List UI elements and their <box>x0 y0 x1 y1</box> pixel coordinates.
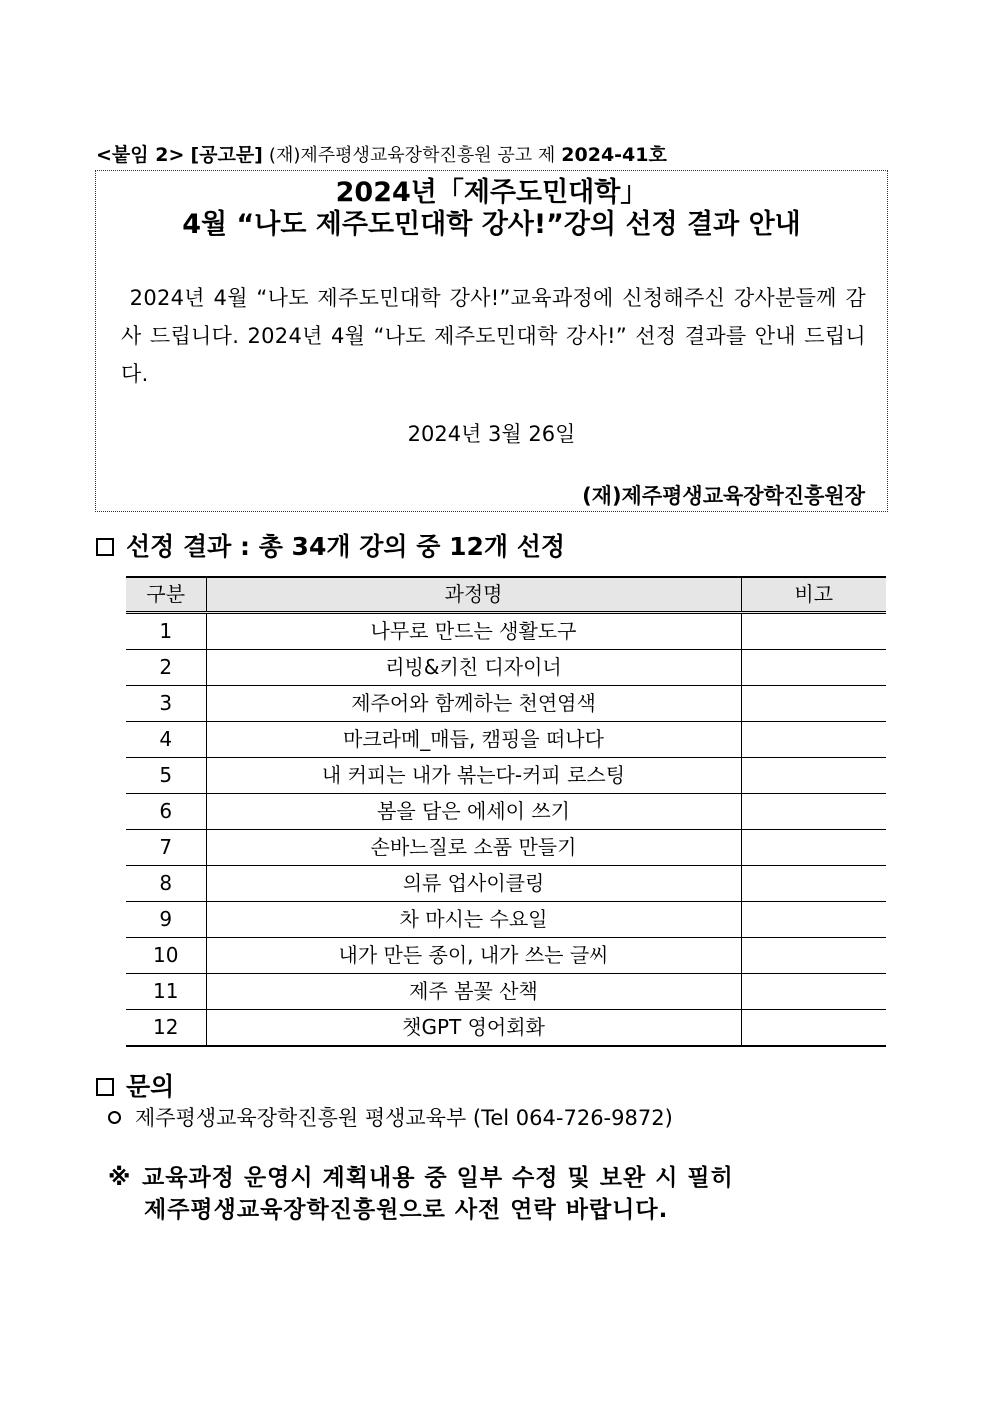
announcement-header <box>96 142 896 169</box>
cell-name: 마크라메_매듭, 캠핑을 떠나다 <box>206 722 741 758</box>
cell-name: 나무로 만드는 생활도구 <box>206 613 741 650</box>
cell-no: 6 <box>126 794 206 830</box>
cell-name: 챗GPT 영어회화 <box>206 1010 741 1047</box>
cell-no: 4 <box>126 722 206 758</box>
circle-bullet-icon <box>108 1111 121 1124</box>
cell-note <box>741 650 886 686</box>
contact-info: 제주평생교육장학진흥원 평생교육부 (Tel 064-726-9872) <box>108 1102 673 1134</box>
cell-name: 봄을 담은 에세이 쓰기 <box>206 794 741 830</box>
cell-no: 10 <box>126 938 206 974</box>
table-row <box>126 686 886 722</box>
column-header-no: 구분 <box>126 577 206 613</box>
cell-no: 9 <box>126 902 206 938</box>
square-bullet-icon <box>96 1078 114 1096</box>
table-row <box>126 830 886 866</box>
footer-note <box>108 1162 734 1226</box>
attachment-label: <붙임 2> <box>96 144 185 166</box>
table-row <box>126 902 886 938</box>
cell-name: 내가 만든 종이, 내가 쓰는 글씨 <box>206 938 741 974</box>
table-row <box>126 1010 886 1047</box>
cell-no: 7 <box>126 830 206 866</box>
cell-note <box>741 794 886 830</box>
cell-name: 의류 업사이클링 <box>206 866 741 902</box>
footer-note-line2: 제주평생교육장학진흥원으로 사전 연락 바랍니다. <box>144 1197 669 1223</box>
cell-name: 리빙&키친 디자이너 <box>206 650 741 686</box>
square-bullet-icon <box>96 538 114 556</box>
cell-name: 손바느질로 소품 만들기 <box>206 830 741 866</box>
notice-date: 2024년 3월 26일 <box>407 422 576 446</box>
cell-no: 12 <box>126 1010 206 1047</box>
cell-no: 1 <box>126 613 206 650</box>
notice-body: 2024년 4월 “나도 제주도민대학 강사!”교육과정에 신청해주신 강사분들께 감사 드립니다. 2024년 4월 “나도 제주도민대학 강사!” 선정 결과를 안내 드립니다. <box>121 286 866 386</box>
cell-no: 3 <box>126 686 206 722</box>
results-table <box>126 576 886 1047</box>
table-row <box>126 938 886 974</box>
cell-note <box>741 974 886 1010</box>
notice-title-line1: 2024년「제주도민대학」 <box>335 177 648 208</box>
announcement-org: (재)제주평생교육장학진흥원 공고 제 <box>268 145 556 166</box>
cell-name: 차 마시는 수요일 <box>206 902 741 938</box>
notice-title-line2: 4월 “나도 제주도민대학 강사!”강의 선정 결과 안내 <box>182 209 801 240</box>
cell-note <box>741 938 886 974</box>
cell-name: 제주어와 함께하는 천연염색 <box>206 686 741 722</box>
cell-no: 2 <box>126 650 206 686</box>
cell-note <box>741 830 886 866</box>
table-header-row <box>126 577 886 613</box>
cell-name: 내 커피는 내가 볶는다-커피 로스팅 <box>206 758 741 794</box>
cell-note <box>741 866 886 902</box>
cell-note <box>741 1010 886 1047</box>
table-row <box>126 758 886 794</box>
cell-note <box>741 686 886 722</box>
column-header-note: 비고 <box>741 577 886 613</box>
results-heading: 선정 결과 : 총 34개 강의 중 12개 선정 <box>96 530 565 564</box>
reference-mark-icon: ※ <box>108 1165 132 1191</box>
announcement-number: 2024-41호 <box>561 144 667 166</box>
inquiry-heading: 문의 <box>96 1070 174 1104</box>
cell-no: 8 <box>126 866 206 902</box>
table-row <box>126 866 886 902</box>
table-row <box>126 613 886 650</box>
table-row <box>126 794 886 830</box>
table-row <box>126 722 886 758</box>
cell-no: 5 <box>126 758 206 794</box>
cell-no: 11 <box>126 974 206 1010</box>
notice-signature: (재)제주평생교육장학진흥원장 <box>582 484 865 508</box>
cell-note <box>741 722 886 758</box>
cell-note <box>741 613 886 650</box>
notice-box <box>95 170 888 512</box>
table-row <box>126 650 886 686</box>
table-row <box>126 974 886 1010</box>
footer-note-line1: ※ 교육과정 운영시 계획내용 중 일부 수정 및 보완 시 필히 <box>108 1162 734 1194</box>
cell-note <box>741 902 886 938</box>
cell-name: 제주 봄꽃 산책 <box>206 974 741 1010</box>
cell-note <box>741 758 886 794</box>
doc-type-label: [공고문] <box>190 144 263 166</box>
column-header-course: 과정명 <box>206 577 741 613</box>
